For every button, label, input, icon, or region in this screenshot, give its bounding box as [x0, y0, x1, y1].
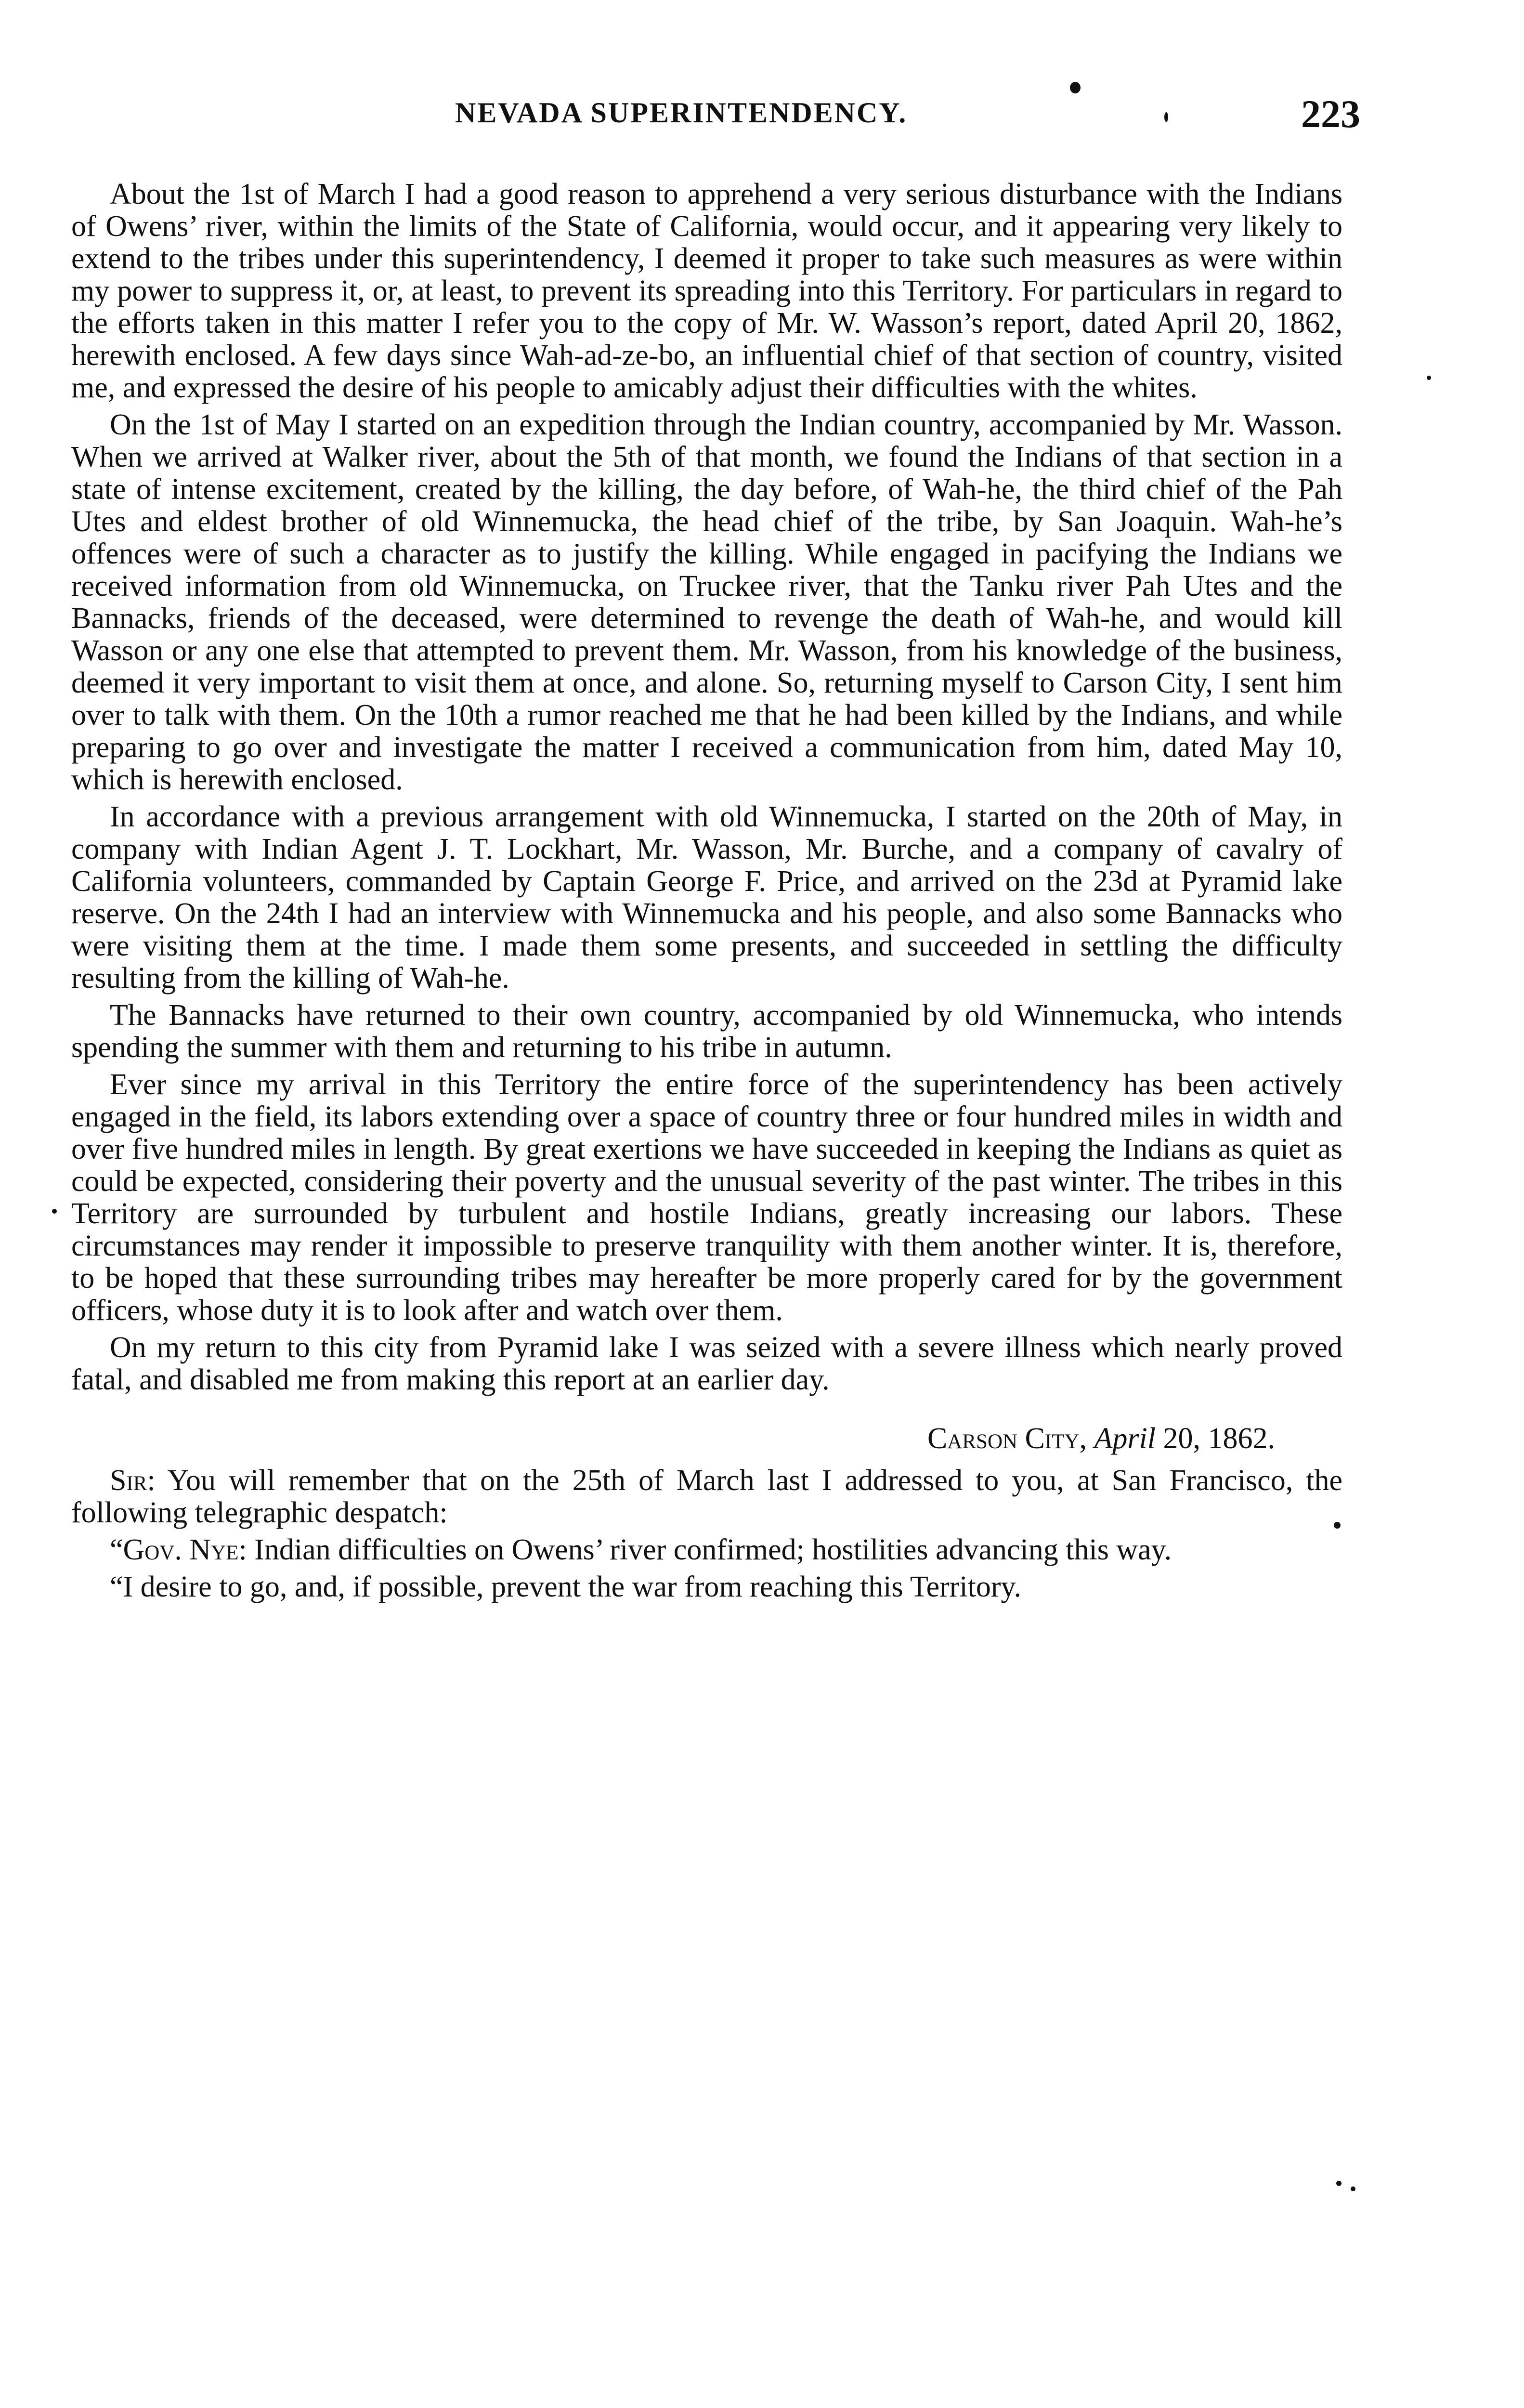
- dateline-rest: 20, 1862.: [1163, 1422, 1275, 1455]
- ink-speck: [52, 1209, 57, 1214]
- body-text: [71, 178, 1342, 1608]
- quote-open-mark: “: [110, 1533, 123, 1566]
- dateline: [71, 1423, 1342, 1455]
- quote-paragraph: “I desire to go, and, if possible, prevent the war from reaching this Territory.: [110, 1570, 1021, 1603]
- page-number: 223: [1301, 92, 1360, 136]
- paragraph: About the 1st of March I had a good reason to apprehend a very serious disturbance with the Indians of Owens’ river, within the limits of the State of California, would occur, and it appearing very likely to extend to the tribes under this superintendency, I deemed it proper to take such measures as were within my power to suppress it, or, at least, to prevent its spreading into this Territory. For particulars in regard to the efforts taken in this matter I refer you to the copy of Mr. W. Wasson’s report, dated April 20, 1862, herewith enclosed. A few days since Wah-ad-ze-bo, an influential chief of that section of country, visited me, and expressed the desire of his people to amicably adjust their difficulties with the whites.: [71, 178, 1342, 404]
- quote-addressee: Gov. Nye:: [123, 1533, 247, 1566]
- quote-paragraph: [71, 1534, 1342, 1566]
- quote-text: Indian difficulties on Owens’ river confirmed; hostilities advancing this way.: [254, 1533, 1172, 1566]
- ink-speck: [1427, 376, 1431, 380]
- paragraph: Ever since my arrival in this Territory the entire force of the superintendency has been actively engaged in the field, its labors extending over a space of country three or four hundred miles in width and over five hundred miles in length. By great exertions we have succeeded in keeping the Indians as quiet as could be expected, considering their poverty and the unusual severity of the past winter. The tribes in this Territory are surrounded by turbulent and hostile Indians, greatly increasing our labors. These circumstances may render it impossible to preserve tranquility with them another winter. It is, therefore, to be hoped that these surrounding tribes may hereafter be more properly cared for by the government officers, whose duty it is to look after and watch over them.: [71, 1068, 1342, 1327]
- running-title: NEVADA SUPERINTENDENCY.: [455, 97, 908, 129]
- ink-speck: [1070, 82, 1081, 93]
- ink-speck: [1351, 2186, 1355, 2191]
- ink-speck: [1164, 112, 1168, 122]
- dateline-place: Carson City,: [927, 1422, 1087, 1455]
- paragraph: On the 1st of May I started on an expedition through the Indian country, accompanied by Mr. Wasson. When we arrived at Walker river, about the 5th of that month, we found the Indians of that section in a state of intense excitement, created by the killing, the day before, of Wah-he, the third chief of the Pah Utes and eldest brother of old Winnemucka, the head chief of the tribe, by San Joaquin. Wah-he’s offences were of such a character as to justify the killing. While engaged in pacifying the Indians we received information from old Winnemucka, on Truckee river, that the Tanku river Pah Utes and the Bannacks, friends of the deceased, were determined to revenge the death of Wah-he, and would kill Wasson or any one else that attempted to prevent them. Mr. Wasson, from his knowledge of the business, deemed it very important to visit them at once, and alone. So, returning myself to Carson City, I sent him over to talk with them. On the 10th a rumor reached me that he had been killed by the Indians, and while preparing to go over and investigate the matter I received a communication from him, dated May 10, which is herewith enclosed.: [71, 408, 1342, 796]
- page-header: [455, 92, 1360, 149]
- ink-speck: [1336, 2181, 1342, 2186]
- dateline-month: April: [1094, 1422, 1156, 1455]
- paragraph: On my return to this city from Pyramid lake I was seized with a severe illness which nearly proved fatal, and disabled me from making this report at an earlier day.: [71, 1331, 1342, 1396]
- paragraph: In accordance with a previous arrangement with old Winnemucka, I started on the 20th of May, in company with Indian Agent J. T. Lockhart, Mr. Wasson, Mr. Burche, and a company of cavalry of California volunteers, commanded by Captain George F. Price, and arrived on the 23d at Pyramid lake reserve. On the 24th I had an interview with Winnemucka and his people, and also some Bannacks who were visiting them at the time. I made them some presents, and succeeded in settling the difficulty resulting from the killing of Wah-he.: [71, 800, 1342, 995]
- letter-salutation-text: You will remember that on the 25th of March last I addressed to you, at San Francisco, the following telegraphic despatch:: [71, 1464, 1342, 1529]
- letter-salutation-paragraph: [71, 1465, 1342, 1529]
- paragraph: The Bannacks have returned to their own country, accompanied by old Winnemucka, who intends spending the summer with them and returning to his tribe in autumn.: [71, 999, 1342, 1064]
- letter-salutation: Sir:: [110, 1464, 156, 1497]
